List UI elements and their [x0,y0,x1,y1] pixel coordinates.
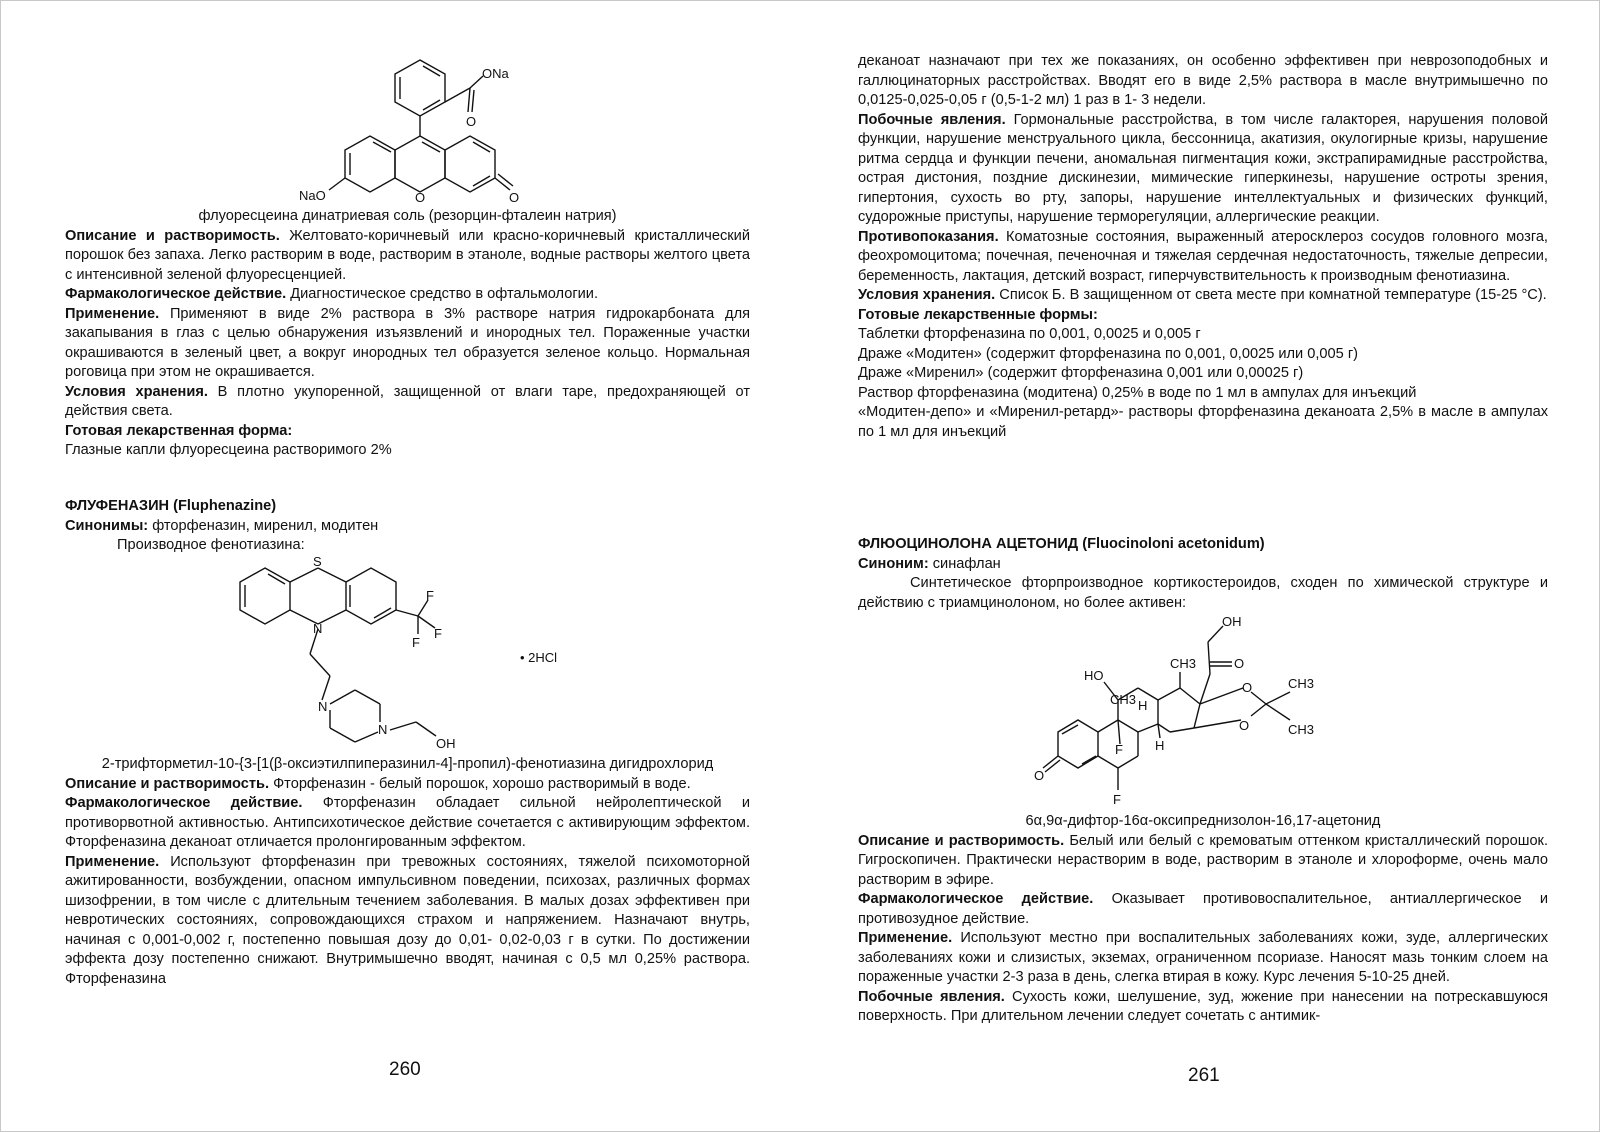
fluocinolone-synonym [858,555,1548,575]
atom-o-ring: O [415,190,426,205]
text: Применяют в виде 2% раствора в 3% растворе натрия гидрокарбоната для закапывания в глаз с целью обнаружения изъязвлений и инородных тел. Пораженные участки окрашиваются в зеленый цвет, а вокруг инородных тел образуется зеленое кольцо. Нормальная роговица при этом не окрашивается. [65,305,750,380]
label: Условия хранения. [65,383,208,400]
label: Побочные явления. [858,988,1005,1005]
fluocinolone-structure [1034,612,1358,812]
form-item: Драже «Миренил» (содержит фторфеназина 0,001 или 0,00025 г) [858,365,1304,381]
fluphenazine-description [65,775,750,795]
text: Список Б. В защищенном от света месте при комнатной температуре (15-25 °С). [995,287,1547,303]
forms-label: Готовые лекарственные формы: [858,306,1098,323]
fluocinolone-caption: 6α,9α-дифтор-16α-оксипреднизолон-16,17-ацетонид [1025,813,1381,829]
atom-ch3-b: CH3 [1110,692,1137,707]
hcl-label: • 2HCl [520,650,558,665]
text: фторфеназин, миренил, модитен [148,517,379,534]
fluorescein-structure [285,52,585,212]
fluphenazine-body [65,755,750,989]
text: Используют местно при воспалительных заболеваниях кожи, зуде, аллергических заболеваниях кожи и слизистых, экземах, ограниченном псориазе. Наносят мазь тонким слоем на пораженные участки 2-3 раза в день, слегка втирая в кожу. Курс лечения 5-10-25 дней. [858,930,1548,985]
text: Фторфеназин - белый порошок, хорошо растворимый в воде. [269,775,691,792]
text: Коматозные состояния, выраженный атеросклероз сосудов головного мозга, феохромоцитома; почечная, печеночная и тяжелая сердечная недостаточность, тяжелые депресии, беременность, лактация, детский возраст, гиперчувствительность к производным фенотиазина. [858,228,1548,284]
continued-text: деканоат назначают при тех же показаниях, он особенно эффективен при неврозоподобных и галлюцинаторных расстройствах. Вводят его в виде 2,5% раствора в масле внутримышечно по 0,0125-0,025-0,05 г (0,5-1-2 мл) 1 раз в 1- 3 недели. [858,53,1548,108]
label: Фармакологическое действие. [65,795,303,811]
contraindications [858,228,1548,287]
fluphenazine-use [65,853,750,990]
fluorescein-form-item: Глазные капли флуоресцеина растворимого 2% [65,442,392,458]
atom-o1: O [1234,656,1245,671]
right-page [858,0,1548,1132]
atom-o-ring: O [1239,718,1250,733]
fluphenazine-header [65,497,750,556]
atom-o-keto: O [1034,768,1045,783]
label: Описание и растворимость. [858,832,1065,849]
fluorescein-caption: флуоресцеина динатриевая соль (резорцин-фталеин натрия) [198,208,617,224]
text: Желтовато-коричневый или красно-коричневый кристаллический порошок без запаха. Легко растворим в воде, растворим в этаноле, водные растворы желтого цвета с интенсивной зеленой флуоресценцией. [65,227,750,283]
label: Синоним: [858,555,929,572]
fluphenazine-structure [230,554,610,754]
left-page [65,0,750,1132]
label: Применение. [65,853,160,870]
fluorescein-form-label: Готовая лекарственная форма: [65,422,293,439]
label: Синонимы: [65,517,149,534]
atom-ona: ONa [482,66,509,81]
side-effects [858,111,1548,228]
atom-f1: F [426,588,434,603]
form-item: Раствор фторфеназина (модитена) 0,25% в воде по 1 мл в ампулах для инъекций [858,384,1417,401]
atom-n2: N [318,699,328,714]
label: Применение. [858,930,953,946]
atom-n1: N [313,621,323,636]
atom-oh: OH [436,736,456,751]
form-item: «Модитен-депо» и «Миренил-ретард»- растворы фторфеназина деканоата 2,5% в масле в ампулах по 1 мл для инъекций [858,404,1548,440]
form-item: Таблетки фторфеназина по 0,001, 0,0025 и 0,005 г [858,326,1201,342]
atom-oh: OH [1222,614,1242,629]
fluphenazine-continued [858,52,1548,442]
label: Противопоказания. [858,228,999,245]
atom-o2: O [1242,680,1253,695]
text: Используют фторфеназин при тревожных состояниях, тяжелой психомоторной ажитированности, возбуждении, опасном импульсивном поведении, психозах, различных формах шизофрении, в том числе с длительным течением заболевания. В малых дозах эффективен при невротических состояниях, сопровождающихся страхом и напряжением. Назначают внутрь, начиная с 0,001-0,002 г, постепенно повышая дозу до 0,01- 0,02-0,03 г в сутки. По достижении эффекта дозу постепенно снижают. Внутримышечно вводят, начиная с 0,5 мл 0,25% раствора. Фторфеназина [65,853,750,987]
atom-f1: F [1115,742,1123,757]
atom-n3: N [378,722,388,737]
text: В плотно укупоренной, защищенной от влаги таре, предохраняющей от действия света. [65,383,751,419]
text: Гормональные расстройства, в том числе галакторея, нарушения половой функции, нарушение менструального цикла, бессонница, акатизия, окулогирные кризы, нарушение ритма сердца и функции печени, аномальная пигментация кожи, экстрапирамидные расстройства, острая дистония, поздние дискинезии, мимические гиперкинезы, нарушение остроты зрения, гипертония, сухость во рту, запоры, нарушение интеллектуальных и физических функций, судорожные приступы, нарушение терморегуляции, аллергические реакции. [858,111,1548,225]
text: Диагностическое средство в офтальмологии. [286,286,598,302]
atom-h1: H [1138,698,1148,713]
label: Применение. [65,305,160,322]
atom-h2: H [1155,738,1165,753]
atom-ch3-c: CH3 [1288,676,1315,691]
label: Описание и растворимость. [65,775,270,792]
fluocinolone-body [858,812,1548,1027]
atom-nao: NaO [299,188,326,203]
fluocinolone-side-effects [858,988,1548,1027]
label: Фармакологическое действие. [858,891,1094,907]
text: Фторфеназин обладает сильной нейролептической и противорвотной активностью. Антипсихотическое действие сочетается с активирующим эффектом. Фторфеназина деканоат отличается пролонгированным эффектом. [65,795,750,850]
atom-ch3-d: CH3 [1288,722,1315,737]
fluocinolone-description [858,832,1548,891]
atom-ho: HO [1084,668,1104,683]
fluorescein-description [65,227,750,286]
label: Побочные явления. [858,111,1006,128]
atom-o-carbonyl: O [466,114,477,129]
label: Описание и растворимость. [65,227,280,244]
fluocinolone-use [858,929,1548,988]
fluphenazine-caption: 2-трифторметил-10-{3-[1(β-оксиэтилпиперазинил-4]-пропил)-фенотиазина дигидрохлорид [101,756,714,772]
fluorescein-storage [65,383,750,422]
fluocinolone-intro: Синтетическое фторпроизводное кортикостероидов, сходен по химической структуре и действию с триамцинолоном, но более активен: [858,575,1548,611]
fluphenazine-pharm [65,794,750,853]
page-number-left: 260 [389,1059,421,1080]
atom-ch3-a: CH3 [1170,656,1197,671]
form-item: Драже «Модитен» (содержит фторфеназина по 0,001, 0,0025 или 0,005 г) [858,345,1359,362]
fluorescein-use [65,305,750,383]
fluocinolone-header [858,535,1548,613]
text: Сухость кожи, шелушение, зуд, жжение при нанесении на потрескавшуюся поверхность. При длительном лечении следует сочетать с антимик- [858,988,1548,1024]
text: синафлан [928,555,1001,572]
fluorescein-pharm [65,285,750,305]
atom-f2: F [434,626,442,641]
text: Оказывает противовоспалительное, антиаллергическое и противозудное действие. [858,891,1548,927]
label: Фармакологическое действие. [65,286,287,302]
fluorescein-section [65,207,750,461]
atom-f3: F [412,635,420,650]
text: Белый или белый с кремоватым оттенком кристаллический порошок. Гигроскопичен. Практически нерастворим в воде, растворим в этаноле и хлороформе, очень мало растворим в эфире. [858,832,1549,888]
fluphenazine-title: ФЛУФЕНАЗИН (Fluphenazine) [65,498,277,514]
fluphenazine-synonyms [65,517,750,537]
atom-s: S [313,554,322,569]
atom-f2: F [1113,792,1121,807]
page-number-right: 261 [1188,1065,1220,1086]
storage [858,286,1548,306]
fluphenazine-intro: Производное фенотиазина: [117,537,305,553]
fluocinolone-pharm [858,890,1548,929]
label: Условия хранения. [858,287,996,303]
atom-o-keto: O [509,190,520,205]
fluocinolone-title: ФЛЮОЦИНОЛОНА АЦЕТОНИД (Fluocinoloni acetonidum) [858,536,1265,552]
